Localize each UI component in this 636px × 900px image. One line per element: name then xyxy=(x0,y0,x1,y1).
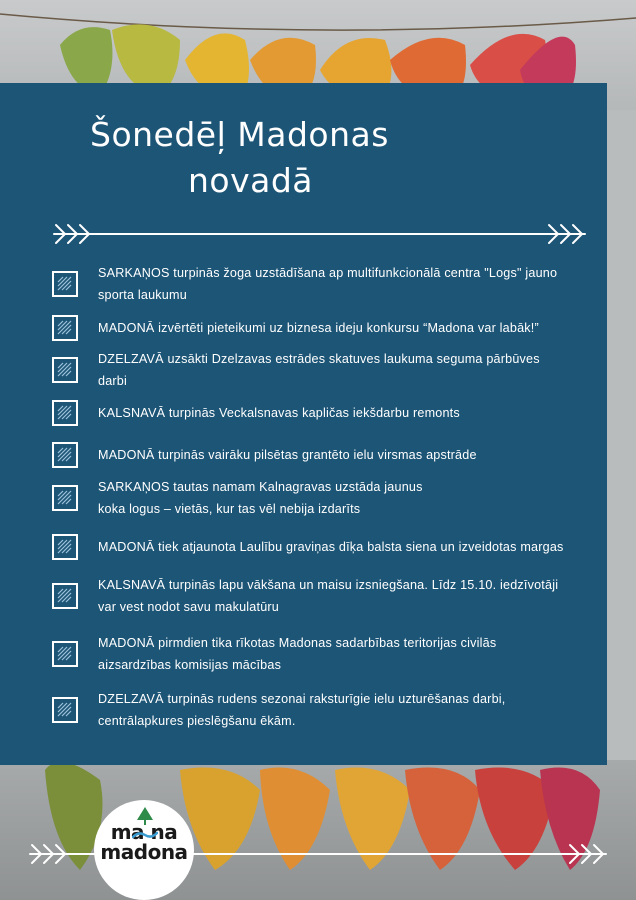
logo-line-2: madona xyxy=(100,840,188,864)
list-item-text: MADONĀ izvērtēti pieteikumi uz biznesa ideju konkursu “Madona var labāk!” xyxy=(98,321,539,335)
checkbox-icon xyxy=(52,641,78,667)
list-item-text: MADONĀ pirmdien tika rīkotas Madonas sadarbības teritorijas civilās aizsardzības komisijas mācības xyxy=(98,636,497,672)
list-item-text: MADONĀ tiek atjaunota Laulību graviņas dīķa balsta siena un izveidotas margas xyxy=(98,540,564,554)
list-item-text: KALSNAVĀ turpinās lapu vākšana un maisu izsniegšana. Līdz 15.10. iedzīvotāji var vest nodot savu makulatūru xyxy=(98,578,559,614)
list-item xyxy=(52,574,592,618)
checkbox-icon xyxy=(52,534,78,560)
checkbox-icon xyxy=(52,357,78,383)
list-item xyxy=(52,400,592,426)
list-item xyxy=(52,442,592,468)
madona-logo xyxy=(94,800,194,900)
logo-line-1: ma na xyxy=(110,820,178,844)
list-item xyxy=(52,476,592,520)
list-item-text: DZELZAVĀ turpinās rudens sezonai raksturīgie ielu uzturēšanas darbi, centrālapkures pieslēgšanu ēkām. xyxy=(98,692,506,728)
list-item xyxy=(52,262,592,306)
checkbox-icon xyxy=(52,400,78,426)
list-item-text: KALSNAVĀ turpinās Veckalsnavas kapličas iekšdarbu remonts xyxy=(98,406,460,420)
checkbox-icon xyxy=(52,271,78,297)
list-item-text: MADONĀ turpinās vairāku pilsētas grantēto ielu virsmas apstrāde xyxy=(98,448,477,462)
list-item xyxy=(52,632,592,676)
checkbox-icon xyxy=(52,442,78,468)
checkbox-icon xyxy=(52,485,78,511)
list-item-text: DZELZAVĀ uzsākti Dzelzavas estrādes skatuves laukuma seguma pārbūves darbi xyxy=(98,352,540,388)
title-line-1: Šonedēļ Madonas xyxy=(90,115,389,154)
arrow-line-icon xyxy=(52,222,587,246)
title-line-2: novadā xyxy=(188,161,314,200)
list-item-text: SARKAŅOS tautas namam Kalnagravas uzstāda jaunus koka logus – vietās, kur tas vēl nebija izdarīts xyxy=(98,480,423,516)
list-item xyxy=(52,688,592,732)
list-item xyxy=(52,534,592,560)
checkbox-icon xyxy=(52,315,78,341)
list-item-text: SARKAŅOS turpinās žoga uzstādīšana ap multifunkcionālā centra "Logs" jauno sporta laukumu xyxy=(98,266,558,302)
page-title xyxy=(90,112,510,204)
checkbox-icon xyxy=(52,697,78,723)
list-item xyxy=(52,315,592,341)
list-item xyxy=(52,348,592,392)
checkbox-icon xyxy=(52,583,78,609)
wave-icon xyxy=(132,830,158,840)
